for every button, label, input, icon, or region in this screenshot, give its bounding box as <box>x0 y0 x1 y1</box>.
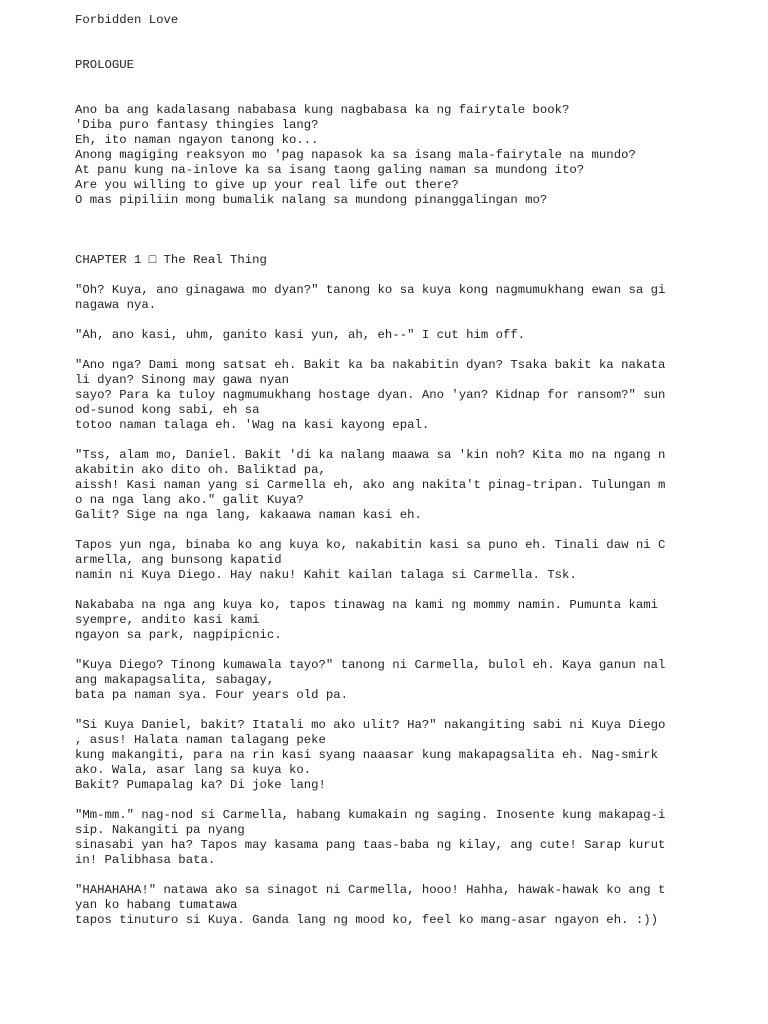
text-line: O mas pipiliin mong bumalik nalang sa mundong pinanggalingan mo? <box>75 193 548 207</box>
text-line: syempre, andito kasi kami <box>75 613 260 627</box>
text-line: bata pa naman sya. Four years old pa. <box>75 688 349 702</box>
spacer <box>75 433 695 448</box>
chapter-paragraph <box>75 538 695 583</box>
text-line: "Kuya Diego? Tinong kumawala tayo?" tanong ni Carmella, bulol eh. Kaya ganun nal <box>75 658 666 672</box>
spacer <box>75 343 695 358</box>
text-line: Anong magiging reaksyon mo 'pag napasok ka sa isang mala-fairytale na mundo? <box>75 148 636 162</box>
chapter-paragraph <box>75 598 695 643</box>
document-page <box>75 13 695 928</box>
text-line: "Si Kuya Daniel, bakit? Itatali mo ako ulit? Ha?" nakangiting sabi ni Kuya Diego <box>75 718 666 732</box>
text-line: "Ah, ano kasi, uhm, ganito kasi yun, ah, eh--" I cut him off. <box>75 328 526 342</box>
spacer <box>75 643 695 658</box>
document-title: Forbidden Love <box>75 13 179 27</box>
chapter-paragraph <box>75 718 695 793</box>
text-line: aissh! Kasi naman yang si Carmella eh, ako ang nakita't pinag-tripan. Tulungan m <box>75 478 666 492</box>
chapter-paragraph <box>75 883 695 928</box>
text-line: namin ni Kuya Diego. Hay naku! Kahit kailan talaga si Carmella. Tsk. <box>75 568 577 582</box>
text-line: o na nga lang ako." galit Kuya? <box>75 493 304 507</box>
text-line: sinasabi yan ha? Tapos may kasama pang taas-baba ng kilay, ang cute! Sarap kurut <box>75 838 666 852</box>
text-line: akabitin ako dito oh. Baliktad pa, <box>75 463 326 477</box>
text-line: yan ko habang tumatawa <box>75 898 238 912</box>
spacer <box>75 268 695 283</box>
spacer <box>75 28 695 58</box>
chapter-paragraph <box>75 328 695 343</box>
chapter-paragraph <box>75 448 695 523</box>
chapter-paragraph <box>75 808 695 868</box>
text-line: li dyan? Sinong may gawa nyan <box>75 373 290 387</box>
spacer <box>75 238 695 253</box>
text-line: Galit? Sige na nga lang, kakaawa naman kasi eh. <box>75 508 422 522</box>
spacer <box>75 313 695 328</box>
prologue-heading: PROLOGUE <box>75 58 135 72</box>
text-line: Tapos yun nga, binaba ko ang kuya ko, nakabitin kasi sa puno eh. Tinali daw ni C <box>75 538 666 552</box>
chapter-paragraph <box>75 658 695 703</box>
chapter-paragraph <box>75 358 695 433</box>
text-line: "Mm-mm." nag-nod si Carmella, habang kumakain ng saging. Inosente kung makapag-i <box>75 808 666 822</box>
text-line: 'Diba puro fantasy thingies lang? <box>75 118 319 132</box>
text-line: tapos tinuturo si Kuya. Ganda lang ng mood ko, feel ko mang-asar ngayon eh. :)) <box>75 913 658 927</box>
text-line: "Ano nga? Dami mong satsat eh. Bakit ka ba nakabitin dyan? Tsaka bakit ka nakata <box>75 358 666 372</box>
spacer <box>75 523 695 538</box>
text-line: Eh, ito naman ngayon tanong ko... <box>75 133 319 147</box>
text-line: "HAHAHAHA!" natawa ako sa sinagot ni Carmella, hooo! Hahha, hawak-hawak ko ang t <box>75 883 666 897</box>
chapter-heading: CHAPTER 1 □ The Real Thing <box>75 253 267 267</box>
text-line: At panu kung na-inlove ka sa isang taong galing naman sa mundong ito? <box>75 163 585 177</box>
spacer <box>75 793 695 808</box>
text-line: , asus! Halata naman talagang peke <box>75 733 326 747</box>
chapter-paragraph <box>75 283 695 313</box>
text-line: Ano ba ang kadalasang nababasa kung nagbabasa ka ng fairytale book? <box>75 103 570 117</box>
text-line: sip. Nakangiti pa nyang <box>75 823 245 837</box>
text-line: od-sunod kong sabi, eh sa <box>75 403 260 417</box>
text-line: totoo naman talaga eh. 'Wag na kasi kayong epal. <box>75 418 430 432</box>
text-line: ang makapagsalita, sabagay, <box>75 673 275 687</box>
text-line: Are you willing to give up your real life out there? <box>75 178 459 192</box>
text-line: nagawa nya. <box>75 298 157 312</box>
spacer <box>75 208 695 238</box>
text-line: sayo? Para ka tuloy nagmumukhang hostage dyan. Ano 'yan? Kidnap for ransom?" sun <box>75 388 666 402</box>
text-line: Nakababa na nga ang kuya ko, tapos tinawag na kami ng mommy namin. Pumunta kami <box>75 598 658 612</box>
spacer <box>75 703 695 718</box>
text-line: ako. Wala, asar lang sa kuya ko. <box>75 763 312 777</box>
text-line: ngayon sa park, nagpipicnic. <box>75 628 282 642</box>
text-line: armella, ang bunsong kapatid <box>75 553 282 567</box>
spacer <box>75 583 695 598</box>
spacer <box>75 868 695 883</box>
text-line: "Tss, alam mo, Daniel. Bakit 'di ka nalang maawa sa 'kin noh? Kita mo na ngang n <box>75 448 666 462</box>
spacer <box>75 73 695 103</box>
text-line: in! Palibhasa bata. <box>75 853 216 867</box>
prologue-text <box>75 103 695 208</box>
text-line: "Oh? Kuya, ano ginagawa mo dyan?" tanong ko sa kuya kong nagmumukhang ewan sa gi <box>75 283 666 297</box>
text-line: kung makangiti, para na rin kasi syang naaasar kung makapagsalita eh. Nag-smirk <box>75 748 658 762</box>
text-line: Bakit? Pumapalag ka? Di joke lang! <box>75 778 326 792</box>
